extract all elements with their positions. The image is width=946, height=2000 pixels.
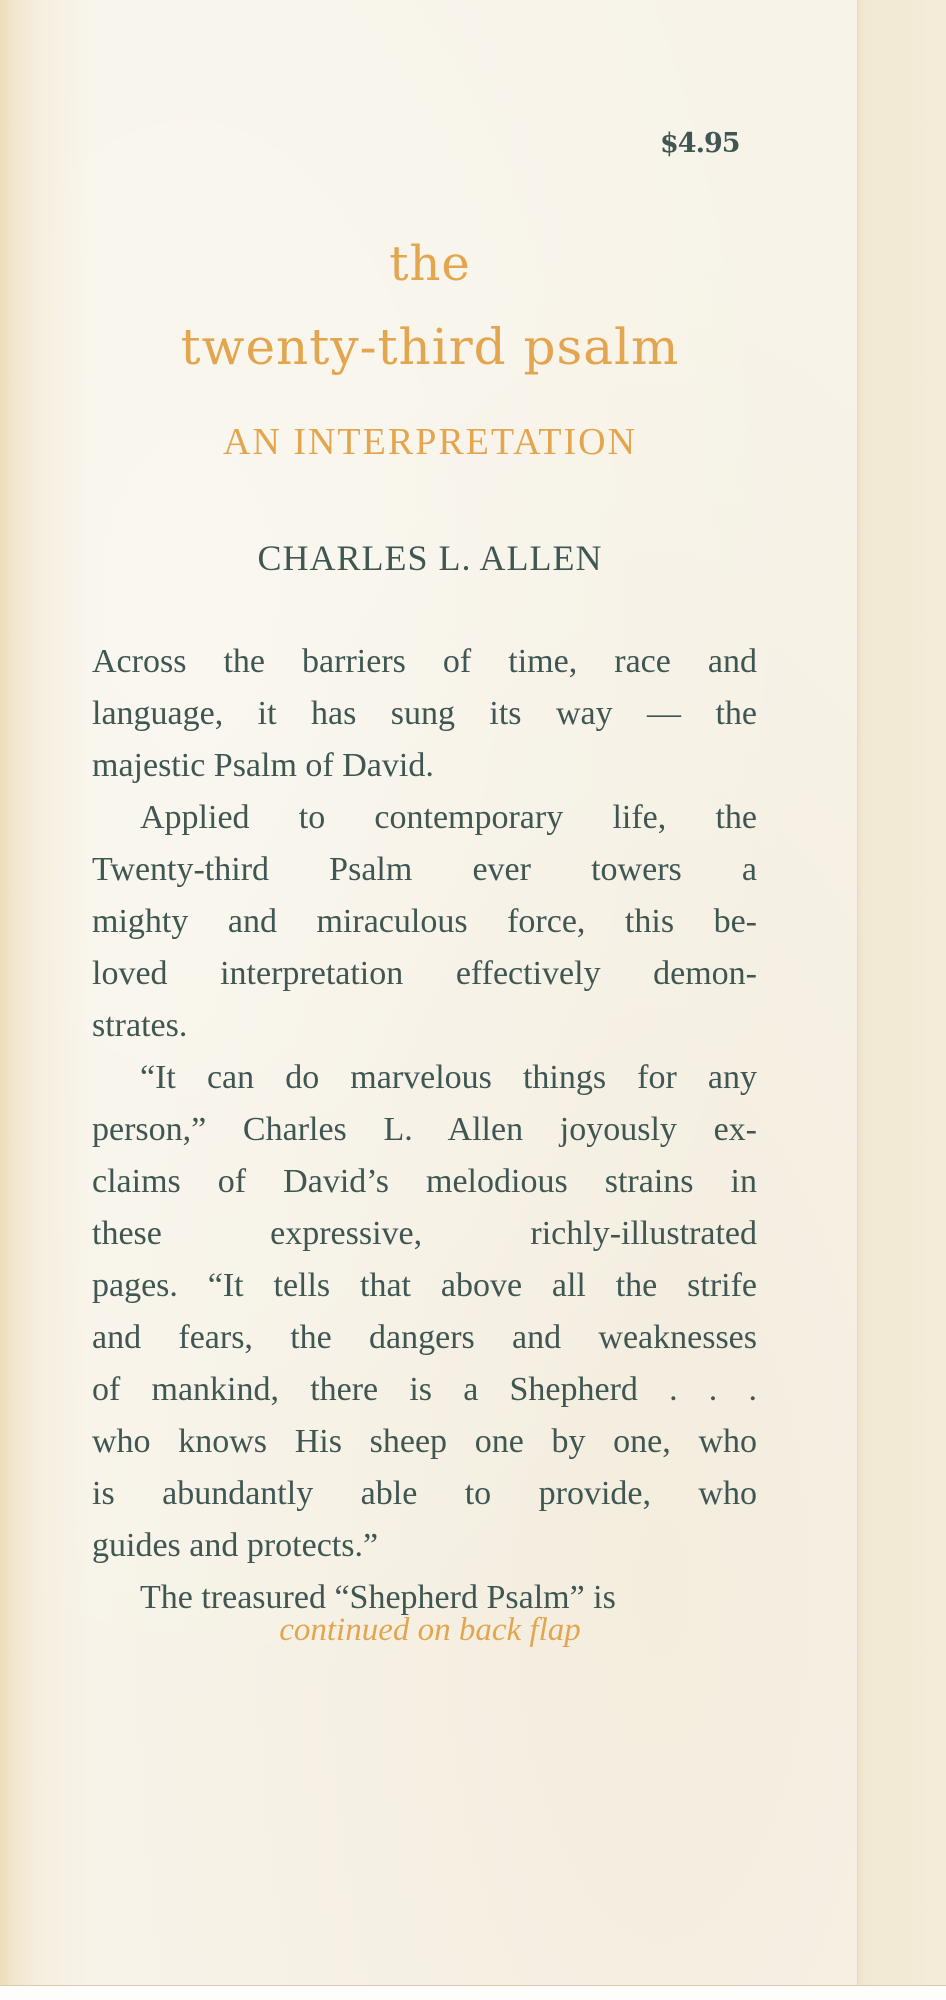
body-line: language, it has sung its way — the: [92, 695, 757, 732]
subtitle: AN INTERPRETATION: [222, 421, 638, 463]
body-line: and fears, the dangers and weaknesses: [92, 1319, 757, 1356]
body-line: person,” Charles L. Allen joyously ex-: [92, 1111, 757, 1148]
page-bottom-edge: [0, 1985, 946, 2000]
body-line: guides and protects.”: [92, 1527, 379, 1564]
body-line: these expressive, richly-illustrated: [92, 1215, 757, 1252]
body-line: loved interpretation effectively demon-: [92, 955, 757, 992]
body-line: Applied to contemporary life, the: [140, 799, 757, 836]
continued-note: continued on back flap: [279, 1612, 581, 1648]
flap-copy: [92, 636, 757, 1624]
body-line: Across the barriers of time, race and: [92, 643, 757, 680]
body-line: claims of David’s melodious strains in: [92, 1163, 757, 1200]
body-line: “It can do marvelous things for any: [140, 1059, 757, 1096]
body-line: strates.: [92, 1007, 188, 1044]
title-line-1: the: [389, 236, 471, 292]
body-line: Twenty-third Psalm ever towers a: [92, 851, 757, 888]
body-line: majestic Psalm of David.: [92, 747, 434, 784]
body-line: mighty and miraculous force, this be-: [92, 903, 757, 940]
body-line: pages. “It tells that above all the strife: [92, 1267, 757, 1304]
body-line: of mankind, there is a Shepherd . . .: [92, 1371, 757, 1408]
author-name: CHARLES L. ALLEN: [257, 538, 603, 578]
body-line: is abundantly able to provide, who: [92, 1475, 757, 1512]
body-line: who knows His sheep one by one, who: [92, 1423, 757, 1460]
body-line: The treasured “Shepherd Psalm” is: [140, 1579, 616, 1616]
title-line-2: twenty-third psalm: [180, 318, 680, 376]
jacket-fold-edge: [857, 0, 946, 1985]
price-label: $4.95: [660, 128, 740, 159]
